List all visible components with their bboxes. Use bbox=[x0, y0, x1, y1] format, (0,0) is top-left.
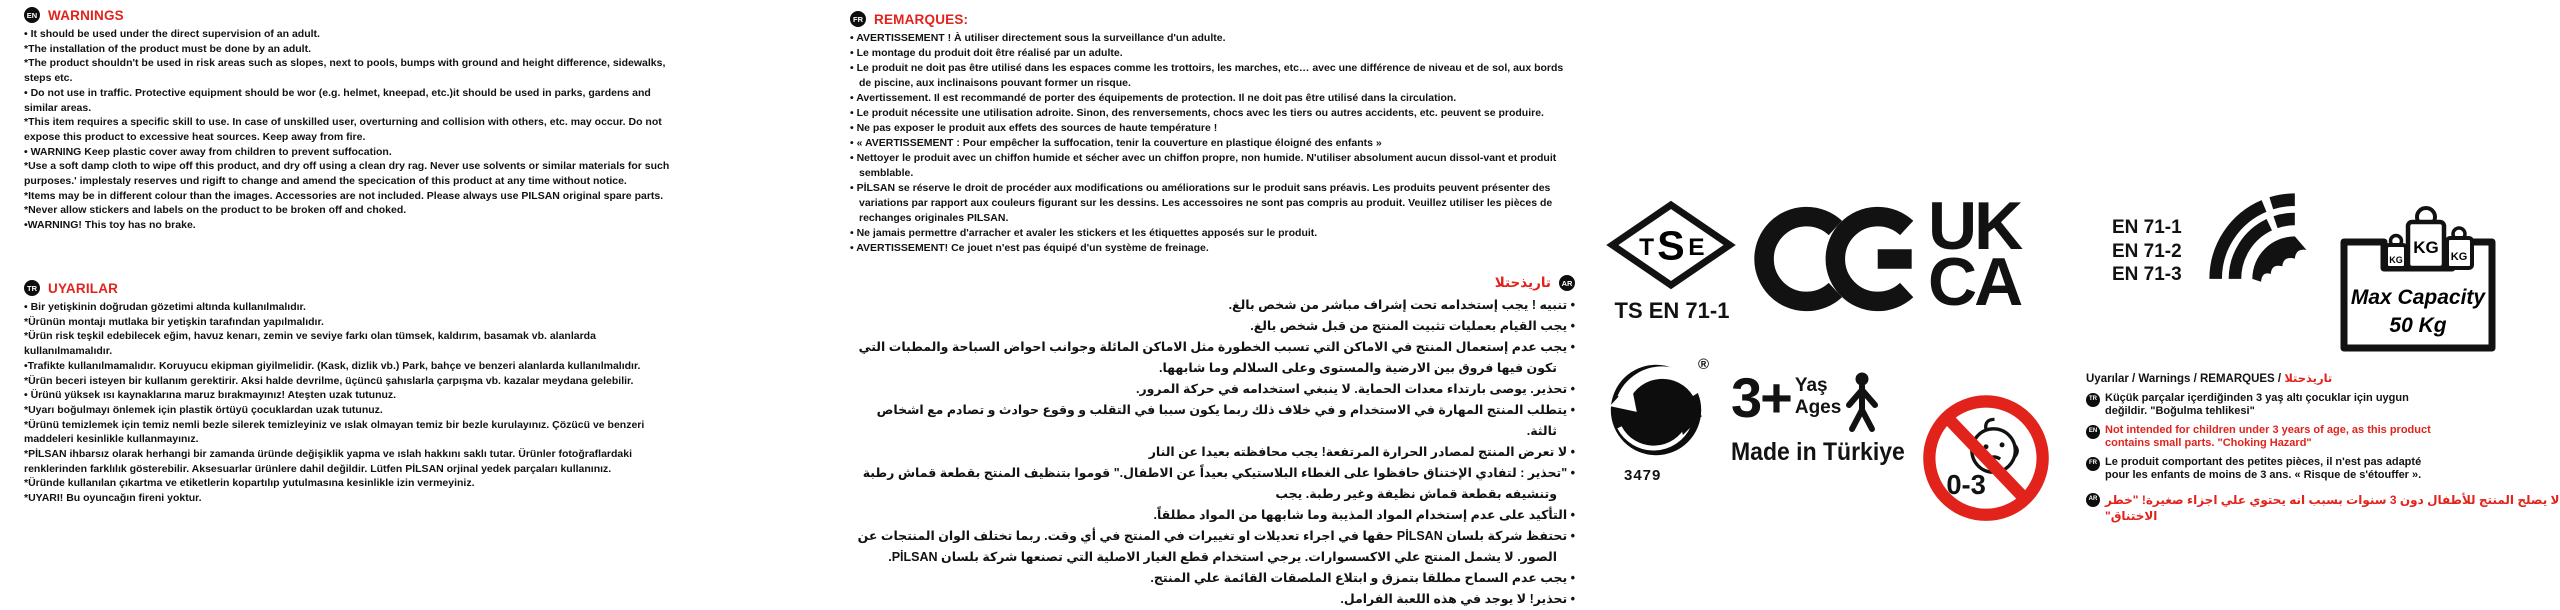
tr-section-title: UYARILAR bbox=[48, 280, 119, 296]
prohibited-age-range: 0-3 bbox=[1946, 469, 1986, 500]
warning-item: • Le produit nécessite une utilisation adroite. Sinon, des renversements, chocs avec les tiers ou autres accidents, etc. peuvent se produire. bbox=[850, 107, 1544, 119]
made-in-label: Made in Türkiye bbox=[1731, 438, 1905, 466]
max-capacity-title: Max Capacity bbox=[2350, 286, 2486, 309]
warning-item: *Use a soft damp cloth to wipe off this product, and dry off using a clean dry rag. Never use solvents or similar materials for such purposes.' implestaly reserves und rigift to change and amend the specication of this product at any time without notice. bbox=[24, 160, 670, 188]
warning-item: • تنبيه ! يجب إستخدامه تحت إشراف مباشر من شخص بالغ. bbox=[1228, 298, 1575, 312]
small-parts-warning-entry bbox=[2086, 392, 2560, 419]
svg-text:S: S bbox=[1657, 222, 1685, 269]
svg-text:E: E bbox=[1688, 233, 1705, 261]
en-section-title: WARNINGS bbox=[48, 7, 124, 23]
warning-item: • Nettoyer le produit avec un chiffon humide et sécher avec un chiffon propre, non humide. N'utiliser absolument aucun dissol-vant et produit semblable. bbox=[850, 152, 1557, 179]
age-word-tr: Yaş bbox=[1794, 375, 1828, 396]
warning-item: • WARNING Keep plastic cover away from children to prevent suffocation. bbox=[24, 145, 392, 158]
warning-item: • يجب عدم إستعمال المنتج في الاماكن التي تسبب الخطورة مثل الاماكن المائلة وجوانب احواض السباحة والمطبات التي تكون فيها فروق بين الارضية والمستوى وعلى السلالم وما شابهها. bbox=[858, 340, 1575, 375]
warning-item: • يجب القيام بعمليات تثبيت المنتج من قبل شخص بالغ. bbox=[1250, 319, 1575, 333]
warning-item: • « AVERTISSEMENT : Pour empêcher la suffocation, tenir la couverture en plastique éloigné des enfants » bbox=[850, 137, 1382, 149]
small-parts-warning-text: Not intended for children under 3 years of age, as this product contains small parts. "Choking Hazard" bbox=[2105, 423, 2431, 449]
warning-item: • يجب عدم السماح مطلقا بتمزق و ابتلاع الملصقات القائمة علي المنتج. bbox=[1150, 571, 1575, 585]
section-ar-warnings bbox=[845, 275, 1575, 610]
warning-item: • Le produit ne doit pas être utilisé dans les espaces comme les trottoirs, les marches, etc… avec une différence de niveau et de sol, aux bords de piscine, aux inclinaisons pouvant former un risque. bbox=[850, 62, 1564, 89]
ukca-line-1: UK bbox=[1928, 188, 2021, 264]
section-tr-uyarilar bbox=[24, 280, 680, 506]
en-section-header bbox=[24, 7, 674, 23]
person-pictogram-icon bbox=[1845, 372, 1879, 432]
warning-item: *The product shouldn't be used in risk areas such as slopes, next to pools, bumps with ground and height difference, sidewalks, steps etc. bbox=[24, 57, 666, 85]
warning-item: • It should be used under the direct supervision of an adult. bbox=[24, 28, 320, 40]
small-parts-header-arabic: تاريذحتلا bbox=[2284, 373, 2333, 385]
fr-section-title: REMARQUES: bbox=[874, 11, 969, 27]
warning-item: *UYARI! Bu oyuncağın fireni yoktur. bbox=[24, 492, 202, 505]
fr-warnings-list bbox=[850, 31, 1564, 256]
en-standard-label: EN 71-2 bbox=[2112, 240, 2182, 262]
small-parts-warning-text: Le produit comportant des petites pièces, il n'est pas adapté pour les enfants de moins de 3 ans. « Risque de s'étouffer ». bbox=[2105, 455, 2422, 481]
warning-item: • PİLSAN se réserve le droit de procéder aux modifications ou améliorations sur le produit sans préavis. Les produits peuvent présenter des variations par rapport aux couleurs figurant sur les dessins. Les accessoires ne sont pas compris au produit. Veuillez utiliser les pièces de rechanges originales PILSAN. bbox=[850, 182, 1553, 224]
warning-item: • التأكيد على عدم إستخدام المواد المذيبة وما شابهها من المواد مطلقاً. bbox=[1153, 508, 1575, 522]
fr-section-header bbox=[850, 11, 1564, 27]
small-parts-warning-block bbox=[2086, 373, 2560, 529]
warning-item: *Uyarı boğulmayı önlemek için plastik örtüyü çocuklardan uzak tutunuz. bbox=[24, 403, 383, 416]
ar-language-badge: AR bbox=[1559, 275, 1575, 291]
warning-item: *Ürün beceri isteyen bir kullanım gerektirir. Aksi halde devrilme, üçüncü şahıslarla çarpışma vb. kazalar meydana gelebilir. bbox=[24, 374, 634, 387]
warning-item: *Ürün risk teşkil edebilecek eğim, havuz kenarı, zemin ve seviye farkı olan tümsek, kaldırım, basamak vb. alanlarda kullanılmamalıdır. bbox=[24, 330, 596, 358]
tr-warnings-list bbox=[24, 300, 680, 506]
warning-item: • لا تعرض المنتج لمصادر الحرارة المرتفعة! يجب محافظته بعيدا عن النار bbox=[1148, 445, 1575, 459]
kg-weight-large-icon bbox=[2408, 208, 2444, 268]
small-parts-header bbox=[2086, 373, 2560, 387]
warning-item: • تحذير. يوصى بارتداء معدات الحماية. لا ينبغي استخدامه في حركة المرور. bbox=[1135, 382, 1575, 396]
warning-item: • Ne jamais permettre d'arracher et avaler les stickers et les étiquettes apposés sur le produit. bbox=[850, 227, 1318, 239]
kg-weight-small-icon bbox=[2386, 236, 2406, 269]
warning-item: • تحذير! لا يوجد في هذه اللعبة الفرامل. bbox=[1340, 592, 1575, 606]
svg-text:KG: KG bbox=[2413, 238, 2439, 257]
warning-item: *This item requires a specific skill to use. In case of unskilled user, overturning and collision with others, etc. may occur. Do not expose this product to excessive heat sources. Keep away from fire. bbox=[24, 116, 662, 143]
ukca-mark bbox=[1928, 188, 2021, 320]
ar-section-title: تاريذحتلا bbox=[1494, 275, 1551, 290]
green-dot-recycling-mark bbox=[1606, 356, 1718, 484]
age-grade-words bbox=[1795, 375, 1841, 419]
warning-item: • AVERTISSEMENT ! À utiliser directement sous la surveillance d'un adulte. bbox=[850, 32, 1226, 44]
small-parts-warning-text: لا يصلح المنتج للأطفال دون 3 سنوات بسبب انه يحتوي علي اجزاء صغيرة! "خطر الاختناق" bbox=[2105, 492, 2560, 523]
ar-warnings-list bbox=[845, 295, 1575, 610]
warning-item: *PİLSAN ihbarsız olarak herhangi bir zamanda üründe değişiklik yapma ve ıslah hakkını saklı tutar. Ürünler fotoğraflardaki renklerinden farklılık gösterebilir. Aksesuarlar ürünlere dahil değildir. Lütfen PİLSAN orjinal yedek parçaları kullanınız. bbox=[24, 448, 633, 475]
age-grade-number: 3+ bbox=[1731, 366, 1791, 429]
en-language-badge: EN bbox=[24, 7, 40, 23]
tr-language-badge: TR bbox=[24, 280, 40, 296]
registered-trademark-symbol: ® bbox=[1698, 356, 1710, 373]
warning-item: • AVERTISSEMENT! Ce jouet n'est pas équipé d'un système de freinage. bbox=[850, 242, 1209, 254]
ce-mark-icon bbox=[1752, 203, 1922, 315]
green-dot-recycling-icon bbox=[1606, 360, 1706, 460]
ukca-line-2: CA bbox=[1928, 244, 2021, 320]
tse-diamond-icon bbox=[1606, 200, 1736, 290]
max-capacity-value: 50 Kg bbox=[2389, 314, 2447, 337]
age-word-en: Ages bbox=[1794, 397, 1842, 418]
svg-text:KG: KG bbox=[2450, 251, 2468, 263]
warning-item: • Ürünü yüksek ısı kaynaklarına maruz bırakmayınız! Ateşten uzak tutunuz. bbox=[24, 389, 397, 402]
warning-item: • Ne pas exposer le produit aux effets des sources de haute température ! bbox=[850, 122, 1218, 134]
warning-item: • Bir yetişkinin doğrudan gözetimi altında kullanılmalıdır. bbox=[24, 301, 306, 313]
small-parts-warning-entry bbox=[2086, 424, 2560, 451]
section-en-warnings bbox=[24, 7, 674, 233]
tse-standard-label: TS EN 71-1 bbox=[1614, 298, 1730, 323]
ar-section-header bbox=[845, 275, 1575, 291]
warning-item: • Do not use in traffic. Protective equipment should be wor (e.g. helmet, kneepad, etc.)it should be used in parks, gardens and similar areas. bbox=[24, 86, 651, 114]
warning-item: • Le montage du produit doit être réalisé par un adulte. bbox=[850, 47, 1123, 59]
max-capacity-emblem bbox=[2336, 206, 2500, 356]
age-0-3-prohibition-icon bbox=[1918, 385, 2054, 535]
en-standards-list bbox=[2112, 216, 2182, 287]
tr-section-header bbox=[24, 280, 680, 296]
warning-item: *Items may be in different colour than the images. Accessories are not included. Please always use PILSAN original spare parts. bbox=[24, 189, 664, 202]
arc-swoosh-logo-icon bbox=[2206, 186, 2318, 308]
small-parts-header-latin: Uyarılar / Warnings / REMARQUES / bbox=[2086, 373, 2285, 385]
language-badge: FR bbox=[2086, 457, 2100, 471]
svg-text:T: T bbox=[1639, 233, 1655, 261]
warning-item: *The installation of the product must be done by an adult. bbox=[24, 42, 312, 55]
svg-text:KG: KG bbox=[2389, 255, 2403, 265]
small-parts-warning-entry bbox=[2086, 492, 2560, 524]
en-standard-label: EN 71-3 bbox=[2112, 264, 2182, 285]
warning-item: • "تحذير : لتفادي الإختناق حافظوا على الغطاء البلاستيكي بعيداً عن الاطفال." قوموا بتنظيف المنتج بقطعة قماش رطبة وتنشيفه بقطعة قماش نظيفة وغير رطبة. يجب bbox=[862, 466, 1575, 501]
small-parts-warning-entry bbox=[2086, 456, 2560, 483]
green-dot-number: 3479 bbox=[1624, 467, 1662, 484]
fr-language-badge: FR bbox=[850, 11, 866, 27]
warning-item: • Avertissement. Il est recommandé de porter des équipements de protection. Il ne doit pas être utilisé dans la circulation. bbox=[850, 92, 1457, 104]
age-grade-block bbox=[1731, 366, 1920, 467]
language-badge: EN bbox=[2086, 425, 2100, 439]
small-parts-entries bbox=[2086, 392, 2560, 524]
language-badge: AR bbox=[2086, 493, 2100, 507]
warning-item: •Trafikte kullanılmamalıdır. Koruyucu ekipman giyilmelidir. (Kask, dizlik vb.) Park, bahçe ve benzeri alanlarda kullanılmalıdır. bbox=[24, 359, 641, 372]
warning-item: •WARNING! This toy has no brake. bbox=[24, 219, 196, 232]
warning-item: *Never allow stickers and labels on the product to be broken off and choked. bbox=[24, 204, 407, 217]
warning-item: • يتطلب المنتج المهارة في الاستخدام و في خلاف ذلك ربما يكون سببا في التقلب و وقوع حوادث و تصادم مع اشخاص ثالثة. bbox=[876, 403, 1575, 438]
warning-item: *Ürünün montajı mutlaka bir yetişkin tarafından yapılmalıdır. bbox=[24, 315, 324, 328]
tse-certification-mark bbox=[1606, 200, 1738, 324]
kg-weight-medium-icon bbox=[2447, 228, 2472, 268]
language-badge: TR bbox=[2086, 393, 2100, 407]
section-fr-remarques bbox=[850, 11, 1564, 256]
en-standard-label: EN 71-1 bbox=[2112, 217, 2182, 238]
en-warnings-list bbox=[24, 27, 674, 233]
warning-item: • تحتفظ شركة بلسان PİLSAN حقها في اجراء تعديلات او تغييرات في المنتج في أي وقت. ربما تختلف الوان المنتجات عن الصور. لا يشمل المنتج علي الاكسسوارات. يرجي استخدام قطع الغيار الاصلية التي تصنعها شركة بلسان PİLSAN. bbox=[857, 529, 1575, 564]
small-parts-warning-text: Küçük parçalar içerdiğinden 3 yaş altı çocuklar için uygun değildir. "Boğulma tehlikesi" bbox=[2105, 391, 2409, 417]
warning-item: *Üründe kullanılan çıkartma ve etiketlerin kopartılıp yutulmasına kesinlikle izin vermeyiniz. bbox=[24, 477, 475, 490]
warning-item: *Ürünü temizlemek için temiz nemli bezle silerek temizleyiniz ve ıslak olmayan temiz bir bezle kurulayınız. Çözücü ve benzeri maddeleri kesinlikle kullanmayınız. bbox=[24, 418, 645, 446]
